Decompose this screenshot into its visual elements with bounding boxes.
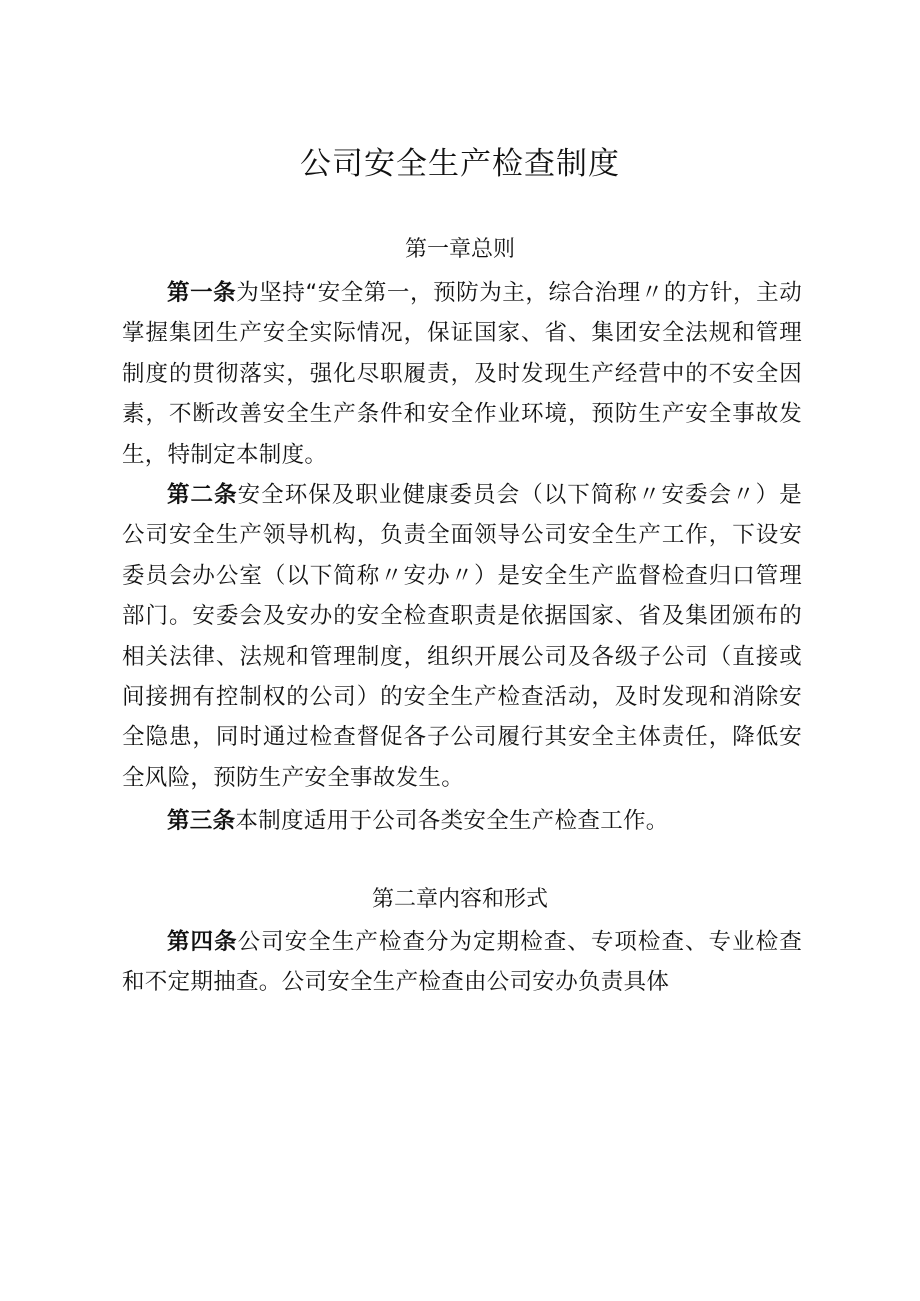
article-text: 本制度适用于公司各类安全生产检查工作。 (235, 808, 669, 834)
article-label: 第四条 (167, 929, 238, 955)
document-title: 公司安全生产检查制度 (300, 146, 620, 182)
article-text: 为坚持“安全第一，预防为主，综合治理〃的方针，主动掌握集团生产安全实际情况，保证国家、省、集团安全法规和管理制度的贯彻落实，强化尽职履责，及时发现生产经营中的不安全因素，不断改善安全生产条件和安全作业环境，预防生产安全事故发生，特制定本制度。 (122, 280, 802, 468)
article-label: 第二条 (167, 482, 238, 508)
article-4 (122, 922, 802, 1003)
article-1 (122, 273, 802, 475)
article-3 (122, 801, 802, 841)
article-label: 第一条 (167, 280, 237, 306)
chapter-heading-2: 第二章内容和形式 (371, 887, 548, 912)
article-2 (122, 475, 802, 798)
chapter-heading-1: 第一章总则 (404, 237, 515, 262)
article-text: 公司安全生产检查分为定期检查、专项检查、专业检查和不定期抽查。公司安全生产检查由公司安办负责具体 (122, 929, 802, 996)
article-label: 第三条 (167, 808, 236, 834)
article-text: 安全环保及职业健康委员会（以下简称〃安委会〃）是公司安全生产领导机构，负责全面领导公司安全生产工作，下设安委员会办公室（以下简称〃安办〃）是安全生产监督检查归口管理部门。安委会及安办的安全检查职责是依据国家、省及集团颁布的相关法律、法规和管理制度，组织开展公司及各级子公司（直接或间接拥有控制权的公司）的安全生产检查活动，及时发现和消除安全隐患，同时通过检查督促各子公司履行其安全主体责任，降低安全风险，预防生产安全事故发生。 (122, 482, 802, 791)
